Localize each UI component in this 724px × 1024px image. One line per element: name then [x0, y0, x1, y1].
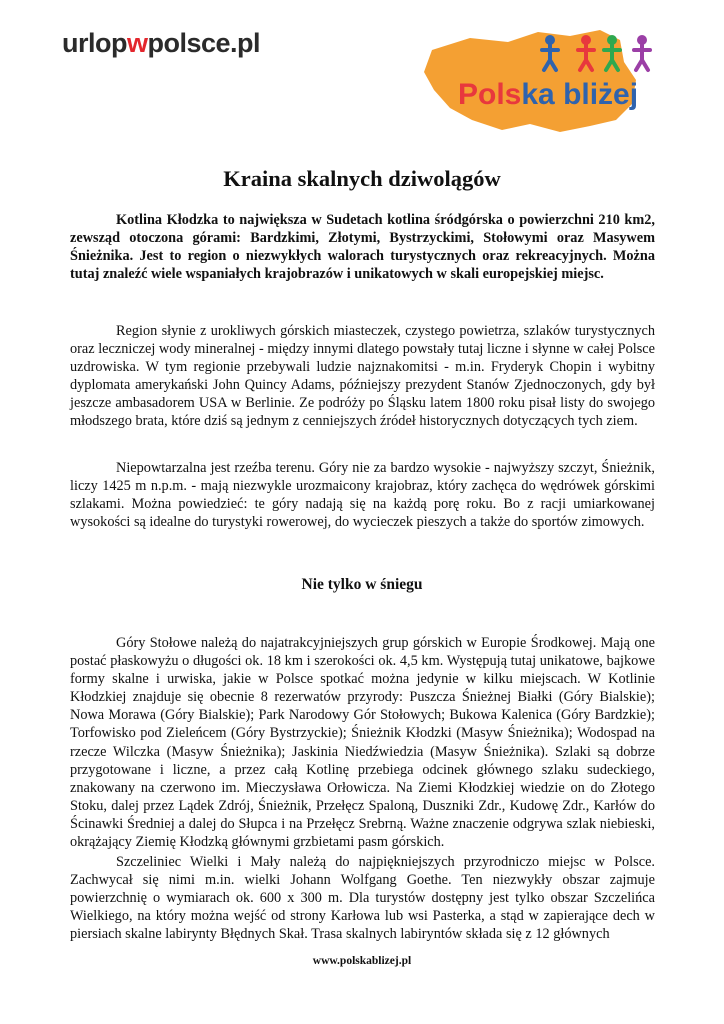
lead-paragraph: Kotlina Kłodzka to największa w Sudetach kotlina śródgórska o powierzchni 210 km2, zewsząd otoczona górami: Bardzkimi, Złotymi, Bystrzyckimi, Stołowymi oraz Masywem Śnieżnika. Jest to region o niezwykłych walorach turystycznych oraz rekreacyjnych. Można tutaj znaleźć wiele wspaniałych krajobrazów i unikatowych w skali europejskiej miejsc. [70, 212, 655, 283]
logo-part-urlop: urlop [62, 28, 127, 58]
body-paragraph-2: Niepowtarzalna jest rzeźba terenu. Góry nie za bardzo wysokie - najwyższy szczyt, Śnieżnik, liczy 1425 m n.p.m. - mają niezwykle urozmaicony krajobraz, który zachęca do wędrówek górskimi szlakami. Można powiedzieć: te góry nadają się na każdą porę roku. Bo z racji umiarkowanej wysokości są idealne do turystyki rowerowej, do wycieczek pieszych a także do sportów zimowych. [70, 460, 655, 531]
polska-blizej-wordmark: Polska bliżej [458, 78, 639, 111]
logo-part-polsce: polsce.pl [147, 28, 261, 58]
body-paragraph-3: Góry Stołowe należą do najatrakcyjniejszych grup górskich w Europie Środkowej. Mają one postać płaskowyżu o długości ok. 18 km i szerokości ok. 4,5 km. Występują tutaj unikatowe, bajkowe formy skalne i urwiska, jakie w Polsce spotkać można jedynie w kilku miejscach. W Kotlinie Kłodzkiej znajduje się obecnie 8 rezerwatów przyrody: Puszcza Śnieżnej Białki (Góry Bialskie); Nowa Morawa (Góry Bialskie); Park Narodowy Gór Stołowych; Bukowa Kalenica (Góry Bardzkie); Torfowisko pod Zieleńcem (Góry Bystrzyckie); Śnieżnik Kłodzki (Masyw Śnieżnika); Wodospad na rzecze Wilczka (Masyw Śnieżnika); Jaskinia Niedźwiedzia (Masyw Śnieżnika). Szlaki są dobrze przygotowane i liczne, a przez całą Kotlinę przebiega odcinek głównego szlaku sudeckiego, znakowany na czerwono im. Mieczysława Orłowicza. Na Ziemi Kłodzkiej wiedzie on do Złotego Stoku, dalej przez Lądek Zdrój, Śnieżnik, Przełęcz Spaloną, Duszniki Zdr., Kudowę Zdr., Karłów do Ścinawki Średniej a dalej do Słupca i na Przełęcz Srebrną. Ważne znaczenie odgrywa szlak niebieski, okrążający Ziemię Kłodzką głównymi grzbietami pasm górskich. [70, 635, 655, 851]
urlopwpolsce-logo[interactable] [62, 30, 260, 57]
poland-map-icon [410, 20, 680, 140]
polska-blizej-logo[interactable] [410, 20, 680, 140]
footer-url[interactable]: www.polskablizej.pl [312, 955, 412, 967]
section-subtitle: Nie tylko w śniegu [301, 576, 423, 593]
body-paragraph-1: Region słynie z urokliwych górskich miasteczek, czystego powietrza, szlaków turystycznych oraz leczniczej wody mineralnej - między innymi dlatego powstały tutaj liczne i słynne w całej Polsce uzdrowiska. W tym regionie przebywali ludzie najznakomitsi - m.in. Fryderyk Chopin i wybitny dyplomata amerykański John Quincy Adams, późniejszy prezydent Stanów Zjednoczonych, gdy był jeszcze ambasadorem USA w Berlinie. Ze podróży po Śląsku latem 1800 roku pisał listy do swojego młodszego brata, które dziś są jednym z cenniejszych źródeł historycznych dotyczących tych ziem. [70, 323, 655, 430]
page-title: Kraina skalnych dziwolągów [223, 166, 501, 191]
body-paragraph-4: Szczeliniec Wielki i Mały należą do najpiękniejszych przyrodniczo miejsc w Polsce. Zachwycał się nimi m.in. wielki Johann Wolfgang Goethe. Ten niezwykły obszar zajmuje powierzchnię o wymiarach ok. 600 x 300 m. Dla turystów dostępny jest tylko obszar Szczelińca Wielkiego, na który można wejść od strony Karłowa lub wsi Pasterka, a stąd w zapierające dech w piersiach skalne labirynty Błędnych Skał. Trasa skalnych labiryntów składa się z 12 głównych [70, 854, 655, 943]
logo-part-w: w [127, 28, 148, 58]
